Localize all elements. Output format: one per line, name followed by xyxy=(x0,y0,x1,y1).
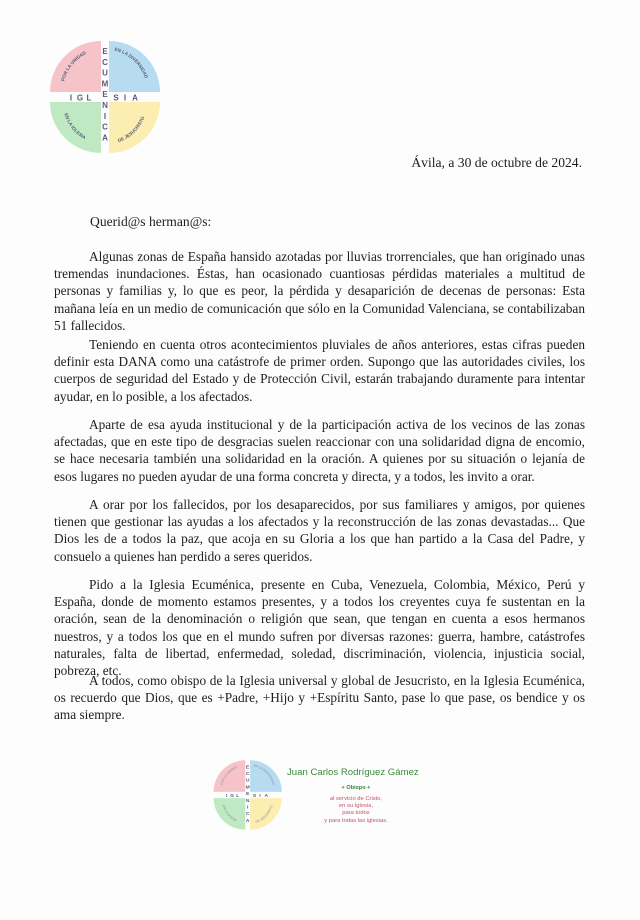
letter-paragraph-4 xyxy=(54,496,585,565)
paragraph-text: Aparte de esa ayuda institucional y de la participación activa de los vecinos de las zonas afectadas, que en este tipo de desgracias suelen reaccionar con una solidaridad digna de encomio, se hace necesaria también una solidaridad en la oración. A quienes por su situación o lejanía de esos lugares no pueden ayudar de una forma concreta y directa, y a todos, les invito a orar. xyxy=(54,417,585,484)
logo-letter: I xyxy=(69,93,73,103)
logo-letter: G xyxy=(230,794,235,800)
logo-letter: M xyxy=(101,79,109,89)
logo-letter: C xyxy=(102,122,108,132)
logo-letter: E xyxy=(246,792,250,798)
paragraph-text: A todos, como obispo de la Iglesia universal y global de Jesucristo, en la Iglesia Ecuménica, os recuerdo que Dios, que es +Padre, +Hijo y +Espíritu Santo, pase lo que pase, os bendice y os ama siempre. xyxy=(54,673,585,723)
logo-letter: C xyxy=(245,772,250,778)
logo-letter: I xyxy=(123,93,127,103)
logo-letter: L xyxy=(236,794,240,800)
arc-text-top-left: POR LA UNIDAD xyxy=(60,50,87,82)
logo-letter: U xyxy=(245,778,250,784)
logo-letter: S xyxy=(252,794,257,800)
letter-paragraph-5 xyxy=(54,576,585,679)
letter-paragraph-6 xyxy=(54,672,585,724)
logo-letter: U xyxy=(102,68,108,78)
quadrant-top-left xyxy=(50,41,101,92)
letter-paragraph-3 xyxy=(54,416,585,485)
logo-letter: E xyxy=(102,90,108,100)
paragraph-text: Pido a la Iglesia Ecuménica, presente en Cuba, Venezuela, Colombia, México, Perú y España, donde de momento estamos presentes, y a todos los creyentes cuya fe sustentan en la oración, sean de la denominación o religión que sean, que tengan en cuenta a esos hermanos nuestros, y a todos los que en el mundo sufren por diversas razones: guerra, hambre, catástrofes naturales, falta de libertad, enfermedad, soledad, discriminación, violencia, injusticia social, pobreza, etc. xyxy=(54,577,585,679)
letter-paragraph-2 xyxy=(54,336,585,405)
motto-line: y para todas las iglesias. xyxy=(324,817,388,824)
logo-letter: C xyxy=(245,812,250,818)
logo-letter: C xyxy=(102,57,108,67)
signature-logo xyxy=(213,757,283,833)
signatory-role: + Obispo + xyxy=(341,785,371,791)
logo-letter: I xyxy=(247,805,249,811)
logo-letter: I xyxy=(225,794,228,800)
letter-paragraph-1 xyxy=(54,248,585,334)
arc-text-bottom-right: DE JESUCRISTO xyxy=(117,115,146,144)
letter-greeting: Querid@s herman@s: xyxy=(90,214,212,229)
logo-letter: N xyxy=(245,798,250,804)
signatory-motto xyxy=(287,796,425,825)
logo-letter: M xyxy=(245,785,250,791)
logo-letter: S xyxy=(113,93,119,103)
logo-letter: A xyxy=(132,93,138,103)
arc-text-top-right: EN LA DIVERSIDAD xyxy=(253,763,276,786)
logo-letter: N xyxy=(102,101,108,110)
ecumenical-church-emblem-icon xyxy=(49,36,162,158)
logo-letter: I xyxy=(259,794,261,800)
logo-letter: L xyxy=(86,93,92,103)
arc-text-top-right: EN LA DIVERSIDAD xyxy=(114,46,149,79)
paragraph-text: Algunas zonas de España hansido azotadas por lluvias trorrenciales, que han originado unas tremendas inundaciones. Éstas, han ocasionado cuantiosas pérdidas materiales a multitud de personas y familias y, lo que es peor, la pérdida y desaparición de decenas de personas: Esta mañana leía en un medio de comunicación que sólo en la Comunidad Valenciana, se contabilizaban 51 fallecidos. xyxy=(54,249,585,333)
motto-line: al servicio de Cristo, xyxy=(329,796,383,802)
arc-text-bottom-right: DE JESUCRISTO xyxy=(255,804,274,824)
motto-line: en su Iglesia, xyxy=(338,803,374,810)
arc-text-top-left: POR LA UNIDAD xyxy=(219,765,238,786)
logo-letter: G xyxy=(76,93,84,103)
paragraph-text: Teniendo en cuenta otros acontecimientos pluviales de años anteriores, estas cifras pueden definir esta DANA como una catástrofe de primer orden. Supongo que las autoridades civiles, los cuerpos de seguridad del Estado y de Protección Civil, estarán trabajando duramente para intentar ayudar, en lo posible, a los afectados. xyxy=(54,337,585,404)
ecumenical-church-emblem-small-icon xyxy=(213,757,283,833)
arc-text-bottom-left: EN LA IGLESIA xyxy=(63,112,87,141)
quadrant-top-left xyxy=(214,760,246,792)
logo-letter: E xyxy=(246,765,250,771)
logo-letter: E xyxy=(102,47,108,56)
logo-vertical-word xyxy=(102,47,109,142)
signatory-name: Juan Carlos Rodríguez Gámez xyxy=(287,767,419,778)
logo-letter: A xyxy=(102,133,108,143)
logo-letter: A xyxy=(245,818,250,824)
logo-letter: I xyxy=(103,111,107,121)
logo-letter: A xyxy=(264,794,269,800)
motto-line: para todos xyxy=(342,810,370,817)
church-logo xyxy=(49,36,162,158)
letter-date: Ávila, a 30 de octubre de 2024. xyxy=(411,155,582,170)
logo-vertical-word xyxy=(246,764,250,824)
paragraph-text: A orar por los fallecidos, por los desaparecidos, por sus familiares y amigos, por quienes tienen que gestionar las ayudas a los afectados y la reconstrucción de las zonas devastadas... Que Dios les de a todos la paz, que acoja en su Gloria a los que han partido a la Casa del Padre, y consuelo a quienes han perdido a seres queridos. xyxy=(54,497,585,564)
arc-text-bottom-left: EN LA IGLESIA xyxy=(221,804,238,823)
